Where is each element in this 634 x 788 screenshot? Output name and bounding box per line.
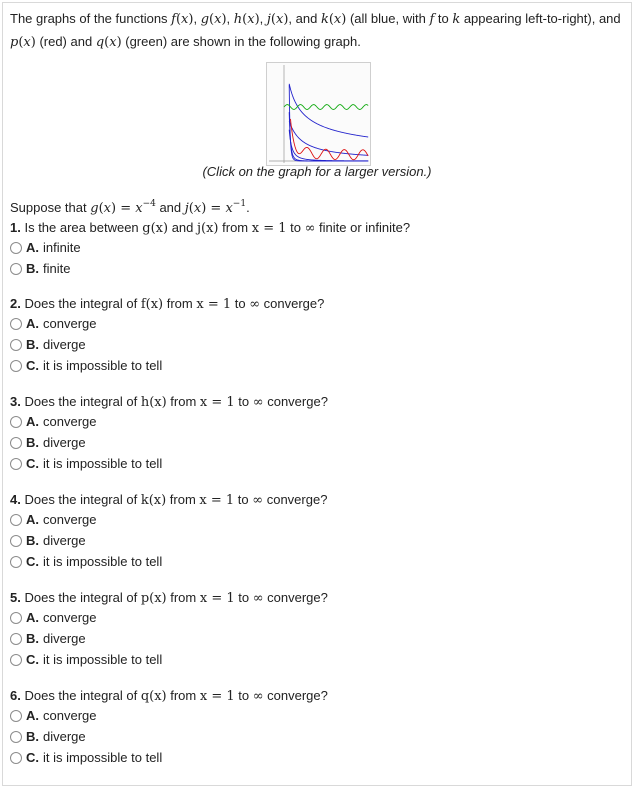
question-text: to (234, 394, 253, 409)
question-text: from (166, 688, 200, 703)
upper-limit: ∞ (252, 591, 264, 606)
question-text: converge? (260, 296, 325, 311)
curve-j (289, 121, 368, 155)
radio-button[interactable] (10, 535, 22, 547)
option-text: converge (43, 316, 97, 331)
radio-button[interactable] (10, 263, 22, 275)
lower-limit: x = 1 (199, 395, 235, 410)
radio-button[interactable] (10, 514, 22, 526)
option-letter: A. (26, 240, 39, 255)
question-text: Does the integral of (24, 590, 141, 605)
option-letter: C. (26, 358, 39, 373)
option-letter: C. (26, 456, 39, 471)
radio-button[interactable] (10, 633, 22, 645)
curve-k (289, 84, 368, 137)
q1-option-b[interactable] (10, 259, 70, 279)
lower-limit: x = 1 (199, 591, 235, 606)
question-text: to (234, 492, 253, 507)
question-text: to (231, 296, 250, 311)
intro-text: The graphs of the functions f(x), g(x), h(x), j(x), and k(x) (all blue, with f to k appearing left-to-right), and p(x) (red) and q(x) (green) are shown in the following graph. (10, 11, 621, 50)
question-text: Does the integral of (24, 296, 141, 311)
upper-limit: ∞ (249, 297, 261, 312)
option-text: finite (43, 261, 71, 276)
question-text: converge? (263, 688, 328, 703)
option-letter: B. (26, 631, 39, 646)
question-text: converge? (263, 394, 328, 409)
function-name: j(x) (197, 221, 219, 236)
q2-option-a[interactable] (10, 314, 96, 334)
q6-option-c[interactable] (10, 748, 162, 768)
q4-option-a[interactable] (10, 510, 96, 530)
question-text: to (234, 590, 253, 605)
option-letter: A. (26, 414, 39, 429)
question-3 (10, 392, 622, 413)
radio-button[interactable] (10, 458, 22, 470)
question-text: finite or infinite? (315, 220, 411, 235)
question-6 (10, 686, 622, 707)
q6-option-b[interactable] (10, 727, 86, 747)
option-text: diverge (43, 337, 86, 352)
option-text: diverge (43, 435, 86, 450)
question-text: Does the integral of (24, 394, 141, 409)
option-text: it is impossible to tell (43, 652, 163, 667)
question-text: from (166, 590, 200, 605)
radio-button[interactable] (10, 416, 22, 428)
q5-option-a[interactable] (10, 608, 96, 628)
radio-button[interactable] (10, 710, 22, 722)
question-text: to (286, 220, 305, 235)
curve-p (291, 119, 369, 160)
radio-button[interactable] (10, 339, 22, 351)
question-number: 1. (10, 220, 21, 235)
option-letter: B. (26, 435, 39, 450)
lower-limit: x = 1 (199, 689, 235, 704)
option-text: it is impossible to tell (43, 750, 163, 765)
graph-caption: (Click on the graph for a larger version.) (202, 164, 432, 179)
q6-option-a[interactable] (10, 706, 96, 726)
given-definitions: Suppose that $g(x) = x^{-4}$ and $j(x) = x^{-1}$. (10, 199, 250, 216)
option-letter: A. (26, 610, 39, 625)
q4-option-b[interactable] (10, 531, 86, 551)
curve-h (289, 130, 368, 161)
option-letter: B. (26, 261, 39, 276)
option-text: it is impossible to tell (43, 456, 163, 471)
graph-plot (267, 63, 370, 165)
radio-button[interactable] (10, 752, 22, 764)
q4-option-c[interactable] (10, 552, 162, 572)
q5-option-b[interactable] (10, 629, 86, 649)
radio-button[interactable] (10, 556, 22, 568)
option-letter: A. (26, 316, 39, 331)
q3-option-c[interactable] (10, 454, 162, 474)
option-text: converge (43, 512, 97, 527)
q3-option-b[interactable] (10, 433, 86, 453)
option-letter: B. (26, 533, 39, 548)
upper-limit: ∞ (252, 493, 264, 508)
option-text: it is impossible to tell (43, 554, 163, 569)
function-name: q(x) (140, 689, 167, 704)
option-letter: A. (26, 708, 39, 723)
function-graph-thumbnail[interactable] (266, 62, 371, 166)
option-letter: C. (26, 750, 39, 765)
option-text: diverge (43, 729, 86, 744)
q1-option-a[interactable] (10, 238, 81, 258)
option-text: it is impossible to tell (43, 358, 163, 373)
question-text: and (168, 220, 197, 235)
radio-button[interactable] (10, 360, 22, 372)
radio-button[interactable] (10, 612, 22, 624)
option-text: infinite (43, 240, 81, 255)
option-letter: A. (26, 512, 39, 527)
question-text: to (234, 688, 253, 703)
question-text: from (166, 492, 200, 507)
question-5 (10, 588, 622, 609)
radio-button[interactable] (10, 318, 22, 330)
question-2 (10, 294, 622, 315)
option-text: converge (43, 610, 97, 625)
upper-limit: ∞ (304, 221, 316, 236)
lower-limit: x = 1 (199, 493, 235, 508)
question-number: 6. (10, 688, 21, 703)
question-number: 2. (10, 296, 21, 311)
option-letter: B. (26, 337, 39, 352)
curve-g (289, 112, 368, 161)
q5-option-c[interactable] (10, 650, 162, 670)
question-text: Does the integral of (24, 492, 141, 507)
upper-limit: ∞ (252, 395, 264, 410)
question-text: Is the area between (24, 220, 143, 235)
question-4 (10, 490, 622, 511)
lower-limit: x = 1 (251, 221, 287, 236)
question-number: 4. (10, 492, 21, 507)
option-letter: C. (26, 554, 39, 569)
function-name: f(x) (140, 297, 164, 312)
option-letter: C. (26, 652, 39, 667)
question-number: 3. (10, 394, 21, 409)
option-text: diverge (43, 631, 86, 646)
q2-option-c[interactable] (10, 356, 162, 376)
question-number: 5. (10, 590, 21, 605)
option-text: converge (43, 708, 97, 723)
function-name: h(x) (140, 395, 167, 410)
upper-limit: ∞ (252, 689, 264, 704)
option-text: converge (43, 414, 97, 429)
q3-option-a[interactable] (10, 412, 96, 432)
function-name: g(x) (142, 221, 169, 236)
question-text: Does the integral of (24, 688, 141, 703)
option-text: diverge (43, 533, 86, 548)
question-text: from (163, 296, 197, 311)
question-1 (10, 218, 622, 239)
question-text: from (218, 220, 252, 235)
option-letter: B. (26, 729, 39, 744)
function-name: k(x) (140, 493, 167, 508)
radio-button[interactable] (10, 437, 22, 449)
lower-limit: x = 1 (196, 297, 232, 312)
function-name: p(x) (140, 591, 167, 606)
curve-f (289, 85, 368, 161)
question-text: converge? (263, 492, 328, 507)
radio-button[interactable] (10, 242, 22, 254)
radio-button[interactable] (10, 654, 22, 666)
question-text: converge? (263, 590, 328, 605)
question-text: from (166, 394, 200, 409)
q2-option-b[interactable] (10, 335, 86, 355)
radio-button[interactable] (10, 731, 22, 743)
